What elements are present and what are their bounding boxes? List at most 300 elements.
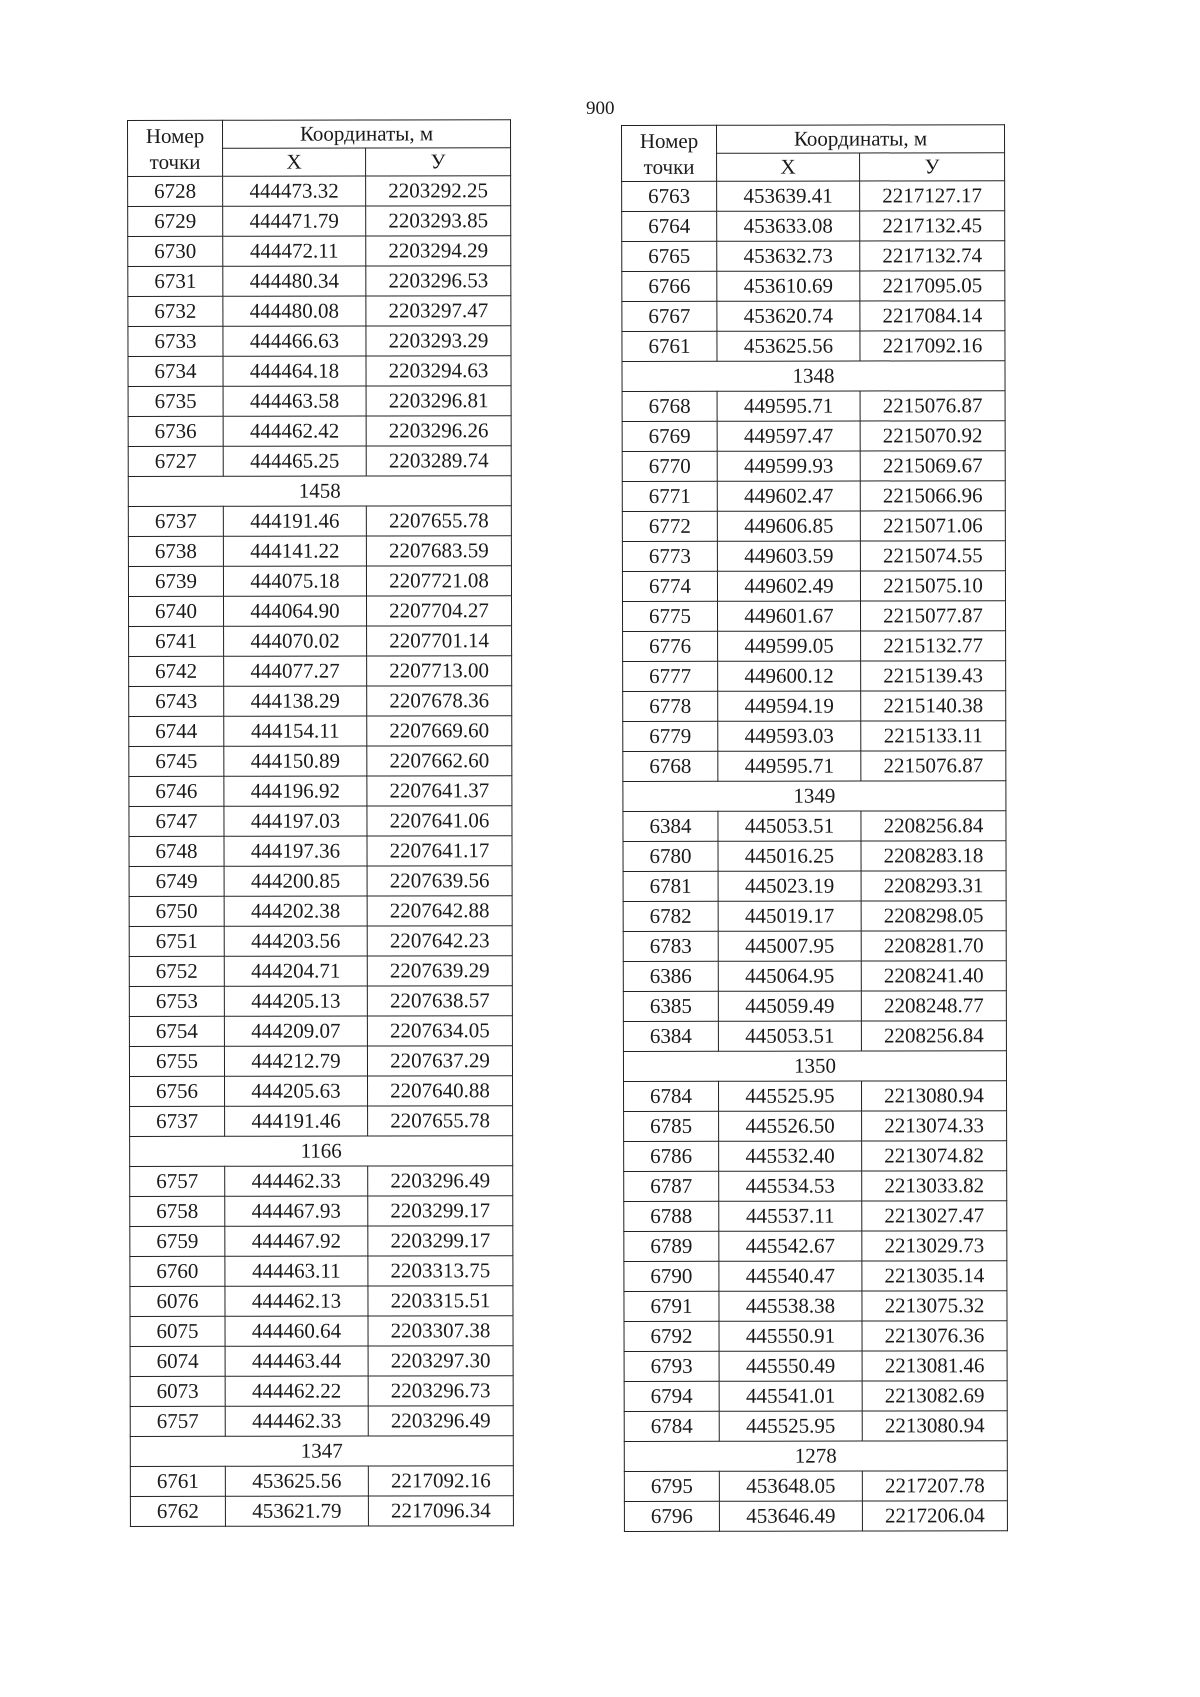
table-row — [622, 451, 1005, 482]
x-coordinate-cell: 445541.01 — [719, 1381, 862, 1411]
point-number-cell: 6741 — [129, 626, 224, 656]
x-coordinate-cell: 449597.47 — [717, 421, 860, 451]
table-row — [624, 1381, 1007, 1412]
point-number-cell: 6784 — [624, 1081, 719, 1111]
point-number-cell: 6784 — [624, 1411, 719, 1441]
x-coordinate-cell: 445053.51 — [718, 811, 861, 841]
table-row — [129, 836, 512, 867]
point-number-cell: 6733 — [128, 326, 223, 356]
point-number-cell: 6738 — [128, 536, 223, 566]
x-coordinate-cell: 449593.03 — [718, 721, 861, 751]
y-coordinate-cell: 2215076.87 — [861, 751, 1006, 781]
x-coordinate-cell: 444204.71 — [224, 956, 367, 986]
x-coordinate-cell: 444138.29 — [224, 686, 367, 716]
y-coordinate-cell: 2203293.29 — [366, 326, 511, 356]
y-coordinate-cell: 2215066.96 — [860, 481, 1005, 511]
table-row — [128, 416, 511, 447]
x-coordinate-cell: 445538.38 — [719, 1291, 862, 1321]
y-coordinate-cell: 2208281.70 — [861, 931, 1006, 961]
point-number-cell: 6763 — [622, 181, 717, 211]
x-coordinate-cell: 444471.79 — [223, 206, 366, 236]
y-coordinate-cell: 2203296.81 — [366, 386, 511, 416]
header-x: X — [223, 148, 366, 176]
x-coordinate-cell: 444075.18 — [223, 566, 366, 596]
table-row — [129, 986, 512, 1017]
table-row — [624, 1201, 1007, 1232]
table-row — [624, 1291, 1007, 1322]
y-coordinate-cell: 2203307.38 — [368, 1316, 513, 1346]
point-number-cell: 6727 — [128, 446, 223, 476]
point-number-cell: 6385 — [623, 991, 718, 1021]
y-coordinate-cell: 2203294.63 — [366, 356, 511, 386]
y-coordinate-cell: 2207701.14 — [367, 626, 512, 656]
point-number-cell: 6729 — [128, 206, 223, 236]
y-coordinate-cell: 2207662.60 — [367, 746, 512, 776]
table-row — [129, 926, 512, 957]
x-coordinate-cell: 445019.17 — [718, 901, 861, 931]
table-row — [130, 1166, 513, 1197]
y-coordinate-cell: 2215132.77 — [861, 631, 1006, 661]
x-coordinate-cell: 453610.69 — [717, 271, 860, 301]
point-number-cell: 6746 — [129, 776, 224, 806]
y-coordinate-cell: 2213033.82 — [862, 1171, 1007, 1201]
table-row — [128, 326, 511, 357]
table-body-right — [622, 181, 1008, 1532]
table-row — [130, 1226, 513, 1257]
y-coordinate-cell: 2208293.31 — [861, 871, 1006, 901]
point-number-cell: 6750 — [129, 896, 224, 926]
y-coordinate-cell: 2203296.49 — [368, 1166, 513, 1196]
y-coordinate-cell: 2213074.82 — [862, 1141, 1007, 1171]
point-number-cell: 6752 — [129, 956, 224, 986]
x-coordinate-cell: 444070.02 — [224, 626, 367, 656]
y-coordinate-cell: 2207639.56 — [367, 866, 512, 896]
section-number: 1278 — [624, 1441, 1007, 1472]
x-coordinate-cell: 444480.08 — [223, 296, 366, 326]
x-coordinate-cell: 449600.12 — [718, 661, 861, 691]
point-number-cell: 6728 — [128, 176, 223, 206]
point-number-cell: 6759 — [130, 1226, 225, 1256]
point-number-cell: 6794 — [624, 1381, 719, 1411]
y-coordinate-cell: 2217084.14 — [860, 301, 1005, 331]
y-coordinate-cell: 2217092.16 — [860, 331, 1005, 361]
table-row — [623, 811, 1006, 842]
coordinates-table-left — [127, 119, 514, 1527]
point-number-cell: 6073 — [130, 1376, 225, 1406]
table-row — [129, 1016, 512, 1047]
table-row — [128, 386, 511, 417]
point-number-cell: 6384 — [623, 811, 718, 841]
y-coordinate-cell: 2203289.74 — [366, 446, 511, 476]
x-coordinate-cell: 444473.32 — [223, 176, 366, 206]
y-coordinate-cell: 2215140.38 — [861, 691, 1006, 721]
table-row — [129, 746, 512, 777]
x-coordinate-cell: 444463.58 — [223, 386, 366, 416]
x-coordinate-cell: 445537.11 — [719, 1201, 862, 1231]
x-coordinate-cell: 444480.34 — [223, 266, 366, 296]
x-coordinate-cell: 444191.46 — [223, 506, 366, 536]
y-coordinate-cell: 2215069.67 — [860, 451, 1005, 481]
point-number-cell: 6731 — [128, 266, 223, 296]
y-coordinate-cell: 2217207.78 — [862, 1471, 1007, 1501]
x-coordinate-cell: 453633.08 — [717, 211, 860, 241]
header-coordinates: Координаты, м — [717, 125, 1005, 154]
table-row — [623, 931, 1006, 962]
y-coordinate-cell: 2207641.37 — [367, 776, 512, 806]
table-row — [128, 356, 511, 387]
y-coordinate-cell: 2207640.88 — [368, 1076, 513, 1106]
y-coordinate-cell: 2207642.23 — [367, 926, 512, 956]
point-number-cell: 6765 — [622, 241, 717, 271]
table-row — [622, 601, 1005, 632]
table-row — [130, 1466, 513, 1497]
y-coordinate-cell: 2217132.74 — [860, 241, 1005, 271]
point-number-cell: 6777 — [623, 661, 718, 691]
x-coordinate-cell: 444462.42 — [223, 416, 366, 446]
x-coordinate-cell: 449603.59 — [717, 541, 860, 571]
x-coordinate-cell: 453646.49 — [719, 1501, 862, 1531]
point-number-cell: 6734 — [128, 356, 223, 386]
point-number-cell: 6074 — [130, 1346, 225, 1376]
table-row — [622, 331, 1005, 362]
point-number-cell: 6762 — [130, 1496, 225, 1526]
y-coordinate-cell: 2213075.32 — [862, 1291, 1007, 1321]
y-coordinate-cell: 2213080.94 — [862, 1081, 1007, 1111]
table-row — [624, 1171, 1007, 1202]
table-row — [622, 391, 1005, 422]
x-coordinate-cell: 445534.53 — [719, 1171, 862, 1201]
table-row — [622, 241, 1005, 272]
x-coordinate-cell: 453632.73 — [717, 241, 860, 271]
x-coordinate-cell: 445526.50 — [719, 1111, 862, 1141]
x-coordinate-cell: 449595.71 — [717, 391, 860, 421]
point-number-cell: 6386 — [623, 961, 718, 991]
y-coordinate-cell: 2203313.75 — [368, 1256, 513, 1286]
y-coordinate-cell: 2203296.26 — [366, 416, 511, 446]
y-coordinate-cell: 2203296.73 — [368, 1376, 513, 1406]
point-number-cell: 6767 — [622, 301, 717, 331]
point-number-cell: 6779 — [623, 721, 718, 751]
point-number-cell: 6757 — [130, 1166, 225, 1196]
x-coordinate-cell: 444212.79 — [224, 1046, 367, 1076]
table-row — [128, 296, 511, 327]
y-coordinate-cell: 2207655.78 — [366, 506, 511, 536]
table-row — [130, 1106, 513, 1137]
section-number: 1347 — [130, 1436, 513, 1467]
x-coordinate-cell: 445542.67 — [719, 1231, 862, 1261]
point-number-cell: 6748 — [129, 836, 224, 866]
table-row — [624, 1351, 1007, 1382]
x-coordinate-cell: 444196.92 — [224, 776, 367, 806]
x-coordinate-cell: 453625.56 — [225, 1466, 368, 1496]
section-number: 1458 — [128, 476, 511, 507]
section-row — [128, 476, 511, 507]
x-coordinate-cell: 444460.64 — [225, 1316, 368, 1346]
x-coordinate-cell: 445059.49 — [718, 991, 861, 1021]
x-coordinate-cell: 444467.92 — [225, 1226, 368, 1256]
point-number-cell: 6745 — [129, 746, 224, 776]
x-coordinate-cell: 453648.05 — [719, 1471, 862, 1501]
point-number-cell: 6791 — [624, 1291, 719, 1321]
table-row — [623, 841, 1006, 872]
header-coordinates: Координаты, м — [223, 120, 511, 149]
point-number-cell: 6787 — [624, 1171, 719, 1201]
y-coordinate-cell: 2215133.11 — [861, 721, 1006, 751]
table-row — [128, 266, 511, 297]
table-row — [129, 686, 512, 717]
point-number-cell: 6789 — [624, 1231, 719, 1261]
table-row — [624, 1081, 1007, 1112]
y-coordinate-cell: 2207641.17 — [367, 836, 512, 866]
table-row — [129, 896, 512, 927]
x-coordinate-cell: 444205.63 — [225, 1076, 368, 1106]
table-row — [128, 536, 511, 567]
section-row — [622, 361, 1005, 392]
y-coordinate-cell: 2208298.05 — [861, 901, 1006, 931]
x-coordinate-cell: 453620.74 — [717, 301, 860, 331]
table-row — [130, 1406, 513, 1437]
section-number: 1350 — [623, 1051, 1006, 1082]
y-coordinate-cell: 2203315.51 — [368, 1286, 513, 1316]
y-coordinate-cell: 2215070.92 — [860, 421, 1005, 451]
header-point-number: Номер точки — [622, 125, 717, 181]
y-coordinate-cell: 2207683.59 — [366, 536, 511, 566]
point-number-cell: 6076 — [130, 1286, 225, 1316]
point-number-cell: 6737 — [128, 506, 223, 536]
y-coordinate-cell: 2203299.17 — [368, 1226, 513, 1256]
x-coordinate-cell: 449599.93 — [717, 451, 860, 481]
x-coordinate-cell: 449595.71 — [718, 751, 861, 781]
table-row — [624, 1321, 1007, 1352]
y-coordinate-cell: 2213027.47 — [862, 1201, 1007, 1231]
x-coordinate-cell: 445550.91 — [719, 1321, 862, 1351]
table-row — [129, 716, 512, 747]
point-number-cell: 6782 — [623, 901, 718, 931]
y-coordinate-cell: 2207641.06 — [367, 806, 512, 836]
y-coordinate-cell: 2207704.27 — [366, 596, 511, 626]
point-number-cell: 6790 — [624, 1261, 719, 1291]
table-row — [129, 956, 512, 987]
y-coordinate-cell: 2203294.29 — [366, 236, 511, 266]
table-row — [128, 176, 511, 207]
x-coordinate-cell: 444150.89 — [224, 746, 367, 776]
point-number-cell: 6775 — [622, 601, 717, 631]
table-row — [130, 1256, 513, 1287]
x-coordinate-cell: 444141.22 — [223, 536, 366, 566]
x-coordinate-cell: 449602.47 — [717, 481, 860, 511]
point-number-cell: 6796 — [624, 1501, 719, 1531]
x-coordinate-cell: 444463.44 — [225, 1346, 368, 1376]
table-row — [624, 1261, 1007, 1292]
point-number-cell: 6740 — [128, 596, 223, 626]
table-row — [624, 1111, 1007, 1142]
table-row — [624, 1411, 1007, 1442]
x-coordinate-cell: 444203.56 — [224, 926, 367, 956]
x-coordinate-cell: 445540.47 — [719, 1261, 862, 1291]
y-coordinate-cell: 2207637.29 — [367, 1046, 512, 1076]
x-coordinate-cell: 453639.41 — [717, 181, 860, 211]
point-number-cell: 6770 — [622, 451, 717, 481]
section-number: 1349 — [623, 781, 1006, 812]
point-number-cell: 6743 — [129, 686, 224, 716]
x-coordinate-cell: 445064.95 — [718, 961, 861, 991]
table-row — [128, 236, 511, 267]
y-coordinate-cell: 2207639.29 — [367, 956, 512, 986]
table-row — [623, 721, 1006, 752]
table-row — [129, 656, 512, 687]
table-row — [624, 1141, 1007, 1172]
header-x: X — [717, 153, 860, 181]
point-number-cell: 6075 — [130, 1316, 225, 1346]
y-coordinate-cell: 2215071.06 — [860, 511, 1005, 541]
y-coordinate-cell: 2213076.36 — [862, 1321, 1007, 1351]
x-coordinate-cell: 444462.13 — [225, 1286, 368, 1316]
point-number-cell: 6785 — [624, 1111, 719, 1141]
header-y: У — [860, 153, 1005, 181]
y-coordinate-cell: 2203296.49 — [368, 1406, 513, 1436]
x-coordinate-cell: 444200.85 — [224, 866, 367, 896]
x-coordinate-cell: 444467.93 — [225, 1196, 368, 1226]
x-coordinate-cell: 449606.85 — [717, 511, 860, 541]
x-coordinate-cell: 444077.27 — [224, 656, 367, 686]
table-row — [623, 991, 1006, 1022]
table-row — [128, 206, 511, 237]
y-coordinate-cell: 2203299.17 — [368, 1196, 513, 1226]
point-number-cell: 6758 — [130, 1196, 225, 1226]
point-number-cell: 6783 — [623, 931, 718, 961]
table-row — [622, 211, 1005, 242]
x-coordinate-cell: 445007.95 — [718, 931, 861, 961]
y-coordinate-cell: 2207678.36 — [367, 686, 512, 716]
point-number-cell: 6772 — [622, 511, 717, 541]
point-number-cell: 6769 — [622, 421, 717, 451]
point-number-cell: 6788 — [624, 1201, 719, 1231]
y-coordinate-cell: 2213082.69 — [862, 1381, 1007, 1411]
point-number-cell: 6730 — [128, 236, 223, 266]
table-row — [622, 181, 1005, 212]
point-number-cell: 6756 — [130, 1076, 225, 1106]
y-coordinate-cell: 2208256.84 — [861, 1021, 1006, 1051]
header-point-number: Номер точки — [128, 120, 223, 176]
point-number-cell: 6760 — [130, 1256, 225, 1286]
y-coordinate-cell: 2217127.17 — [860, 181, 1005, 211]
x-coordinate-cell: 444465.25 — [223, 446, 366, 476]
y-coordinate-cell: 2207713.00 — [367, 656, 512, 686]
point-number-cell: 6768 — [623, 751, 718, 781]
point-number-cell: 6735 — [128, 386, 223, 416]
x-coordinate-cell: 444205.13 — [224, 986, 367, 1016]
x-coordinate-cell: 444197.03 — [224, 806, 367, 836]
table-row — [622, 571, 1005, 602]
point-number-cell: 6781 — [623, 871, 718, 901]
point-number-cell: 6771 — [622, 481, 717, 511]
y-coordinate-cell: 2213080.94 — [862, 1411, 1007, 1441]
point-number-cell: 6795 — [624, 1471, 719, 1501]
point-number-cell: 6736 — [128, 416, 223, 446]
y-coordinate-cell: 2217096.34 — [368, 1496, 513, 1526]
table-row — [622, 421, 1005, 452]
point-number-cell: 6773 — [622, 541, 717, 571]
table-row — [623, 1021, 1006, 1052]
y-coordinate-cell: 2215139.43 — [861, 661, 1006, 691]
y-coordinate-cell: 2213074.33 — [862, 1111, 1007, 1141]
x-coordinate-cell: 445053.51 — [718, 1021, 861, 1051]
y-coordinate-cell: 2203296.53 — [366, 266, 511, 296]
table-row — [623, 691, 1006, 722]
point-number-cell: 6786 — [624, 1141, 719, 1171]
table-row — [130, 1316, 513, 1347]
table-row — [130, 1496, 513, 1527]
y-coordinate-cell: 2203297.47 — [366, 296, 511, 326]
point-number-cell: 6792 — [624, 1321, 719, 1351]
x-coordinate-cell: 445525.95 — [719, 1081, 862, 1111]
point-number-cell: 6766 — [622, 271, 717, 301]
table-row — [129, 806, 512, 837]
y-coordinate-cell: 2207638.57 — [367, 986, 512, 1016]
y-coordinate-cell: 2208283.18 — [861, 841, 1006, 871]
x-coordinate-cell: 444472.11 — [223, 236, 366, 266]
y-coordinate-cell: 2213029.73 — [862, 1231, 1007, 1261]
point-number-cell: 6751 — [129, 926, 224, 956]
table-row — [129, 626, 512, 657]
y-coordinate-cell: 2207669.60 — [367, 716, 512, 746]
x-coordinate-cell: 444464.18 — [223, 356, 366, 386]
y-coordinate-cell: 2215076.87 — [860, 391, 1005, 421]
x-coordinate-cell: 453625.56 — [717, 331, 860, 361]
table-row — [128, 596, 511, 627]
table-row — [130, 1346, 513, 1377]
y-coordinate-cell: 2215075.10 — [860, 571, 1005, 601]
point-number-cell: 6749 — [129, 866, 224, 896]
table-row — [129, 776, 512, 807]
x-coordinate-cell: 444463.11 — [225, 1256, 368, 1286]
table-row — [130, 1376, 513, 1407]
table-row — [130, 1286, 513, 1317]
table-row — [622, 481, 1005, 512]
point-number-cell: 6761 — [130, 1466, 225, 1496]
point-number-cell: 6384 — [623, 1021, 718, 1051]
table-row — [130, 1196, 513, 1227]
y-coordinate-cell: 2203293.85 — [366, 206, 511, 236]
table-row — [624, 1231, 1007, 1262]
table-row — [622, 541, 1005, 572]
point-number-cell: 6778 — [623, 691, 718, 721]
y-coordinate-cell: 2217092.16 — [368, 1466, 513, 1496]
x-coordinate-cell: 445023.19 — [718, 871, 861, 901]
x-coordinate-cell: 449601.67 — [717, 601, 860, 631]
section-row — [623, 1051, 1006, 1082]
table-row — [623, 661, 1006, 692]
point-number-cell: 6737 — [130, 1106, 225, 1136]
y-coordinate-cell: 2207655.78 — [368, 1106, 513, 1136]
point-number-cell: 6764 — [622, 211, 717, 241]
section-row — [624, 1441, 1007, 1472]
y-coordinate-cell: 2208248.77 — [861, 991, 1006, 1021]
table-row — [623, 961, 1006, 992]
point-number-cell: 6744 — [129, 716, 224, 746]
y-coordinate-cell: 2207721.08 — [366, 566, 511, 596]
x-coordinate-cell: 445016.25 — [718, 841, 861, 871]
point-number-cell: 6768 — [622, 391, 717, 421]
page-number: 900 — [586, 98, 615, 119]
table-row — [129, 1046, 512, 1077]
point-number-cell: 6780 — [623, 841, 718, 871]
section-number: 1166 — [130, 1136, 513, 1167]
table-row — [623, 751, 1006, 782]
table-body-left — [128, 176, 514, 1527]
section-number: 1348 — [622, 361, 1005, 392]
y-coordinate-cell: 2208241.40 — [861, 961, 1006, 991]
